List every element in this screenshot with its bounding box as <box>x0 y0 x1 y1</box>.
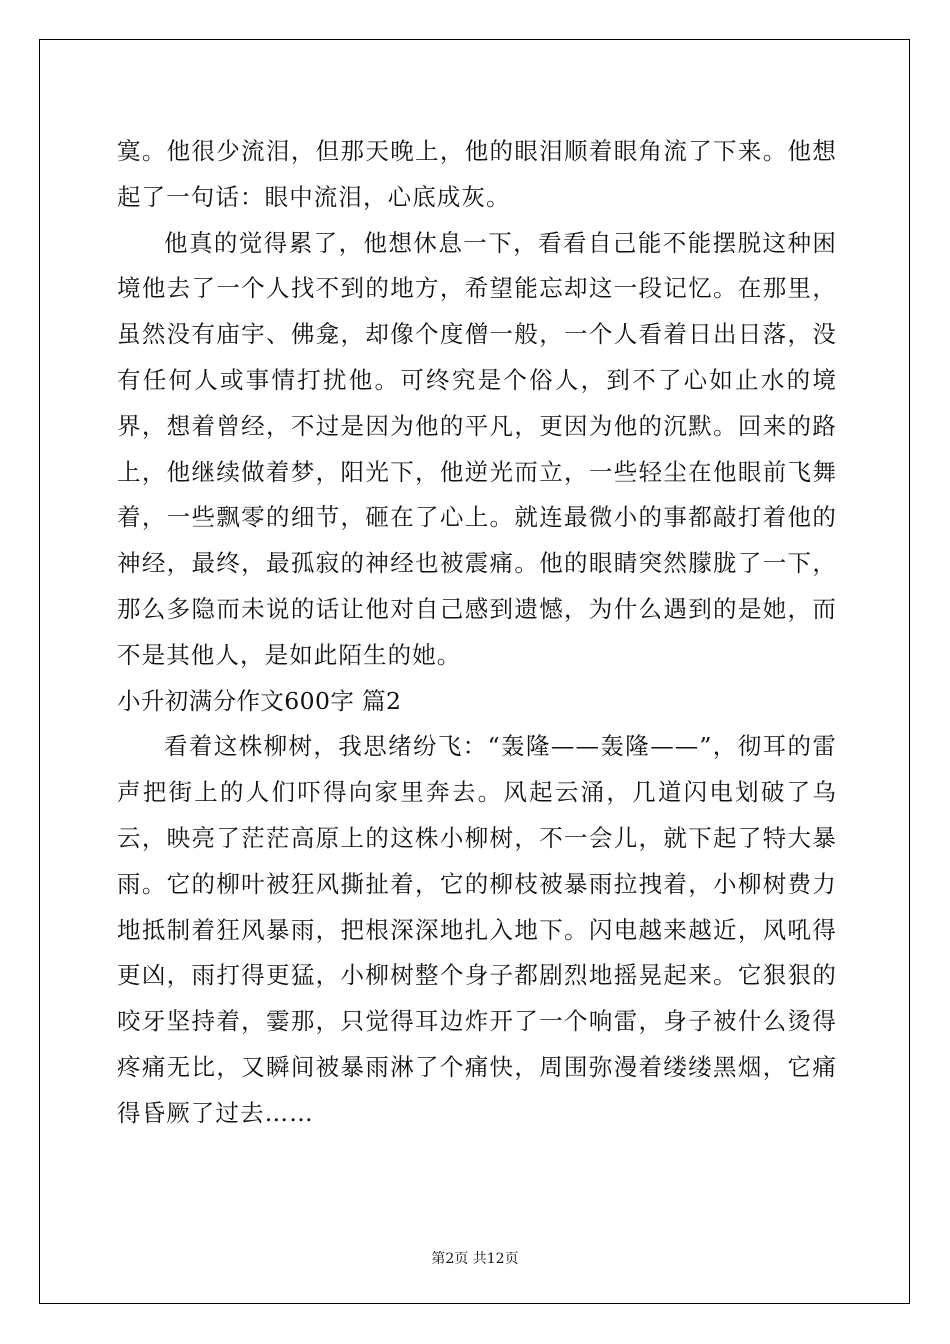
page-number-footer: 第2页 共12页 <box>431 1251 519 1267</box>
paragraph-body: 他真的觉得累了，他想休息一下，看看自己能不能摆脱这种困境他去了一个人找不到的地方，希望能忘却这一段记忆。在那里，虽然没有庙宇、佛龛，却像个度僧一般，一个人看着日出日落，没有任何人或事情打扰他。可终究是个俗人，到不了心如止水的境界，想着曾经，不过是因为他的平凡，更因为他的沉默。回来的路上，他继续做着梦，阳光下，他逆光而立，一些轻尘在他眼前飞舞着，一些飘零的细节，砸在了心上。就连最微小的事都敲打着他的神经，最终，最孤寂的神经也被震痛。他的眼睛突然朦胧了一下，那么多隐而未说的话让他对自己感到遗憾，为什么遇到的是她，而不是其他人，是如此陌生的她。 <box>117 228 837 669</box>
paragraph-body: 看着这株柳树，我思绪纷飞：“轰隆——轰隆——”，彻耳的雷声把街上的人们吓得向家里奔去。风起云涌，几道闪电划破了乌云，映亮了茫茫高原上的这株小柳树，不一会儿，就下起了特大暴雨。它的柳叶被狂风撕扯着，它的柳枝被暴雨拉拽着，小柳树费力地抵制着狂风暴雨，把根深深地扎入地下。闪电越来越近，风吼得更凶，雨打得更猛，小柳树整个身子都剧烈地摇晃起来。它狠狠的咬牙坚持着，霎那，只觉得耳边炸开了一个响雷，身子被什么烫得疼痛无比，又瞬间被暴雨淋了个痛快，周围弥漫着缕缕黑烟，它痛得昏厥了过去…… <box>117 732 837 1127</box>
paragraph-continuation: 寞。他很少流泪，但那天晚上，他的眼泪顺着眼角流了下来。他想起了一句话：眼中流泪，心底成灰。 <box>117 137 837 211</box>
section-heading: 小升初满分作文600字 篇2 <box>117 686 402 715</box>
document-body <box>117 129 837 1137</box>
